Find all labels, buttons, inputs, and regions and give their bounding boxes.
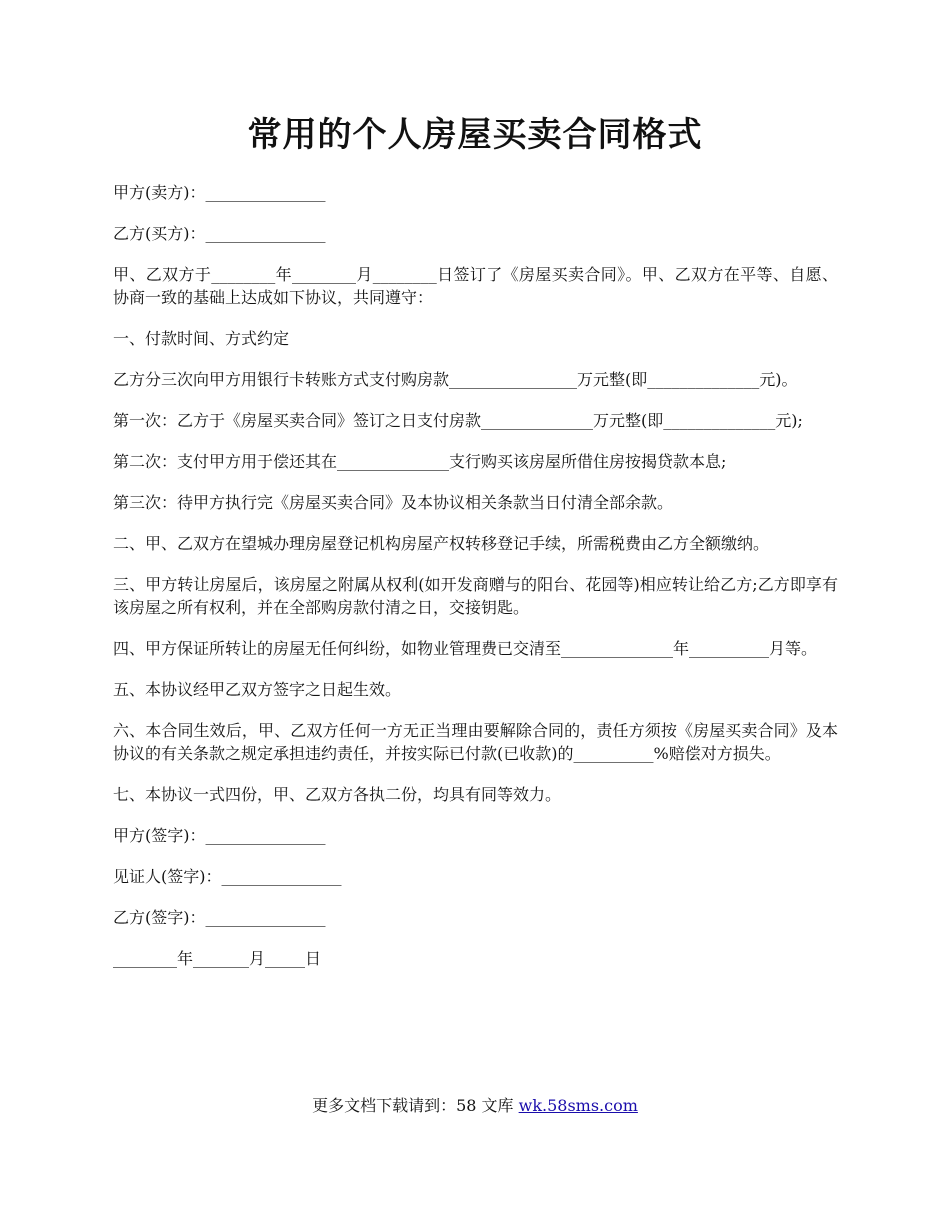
payment-total-paragraph: 乙方分三次向甲方用银行卡转账方式支付购房款________________万元整(即______________元)。 [113, 370, 798, 389]
clause-four-paragraph: 四、甲方保证所转让的房屋无任何纠纷，如物业管理费已交清至______________年__________月等。 [113, 639, 818, 658]
intro-paragraph: 甲、乙双方于________年________月________日签订了《房屋买卖合同》。甲、乙双方在平等、自愿、协商一致的基础上达成如下协议，共同遵守： [113, 265, 838, 307]
footer-link[interactable]: wk.58sms.com [518, 1096, 638, 1115]
payment-first-paragraph: 第一次：乙方于《房屋买卖合同》签订之日支付房款______________万元整(即______________元); [113, 411, 803, 430]
footer-download-note [0, 1095, 950, 1117]
payment-second-paragraph: 第二次：支付甲方用于偿还其在______________支行购买该房屋所借住房按揭贷款本息; [113, 452, 727, 471]
seller-signature-line: 甲方(签字)：_______________ [113, 826, 326, 845]
clause-six-paragraph: 六、本合同生效后，甲、乙双方任何一方无正当理由要解除合同的，责任方须按《房屋买卖合同》及本协议的有关条款之规定承担违约责任，并按实际已付款(已收款)的__________%赔偿对方损失。 [113, 721, 838, 763]
witness-signature-line: 见证人(签字)：_______________ [113, 867, 342, 886]
seller-line: 甲方(卖方)：_______________ [113, 183, 326, 202]
footer-prefix-text: 更多文档下载请到：58 文库 [312, 1096, 519, 1115]
clause-two-paragraph: 二、甲、乙双方在望城办理房屋登记机构房屋产权转移登记手续，所需税费由乙方全额缴纳。 [113, 534, 770, 553]
buyer-signature-line: 乙方(签字)：_______________ [113, 908, 326, 927]
clause-heading-payment: 一、付款时间、方式约定 [113, 329, 290, 348]
date-line: ________年_______月_____日 [113, 949, 322, 968]
document-title: 常用的个人房屋买卖合同格式 [247, 115, 703, 155]
contract-body [113, 181, 838, 988]
buyer-line: 乙方(买方)：_______________ [113, 224, 326, 243]
clause-seven-paragraph: 七、本协议一式四份，甲、乙双方各执二份，均具有同等效力。 [113, 785, 562, 804]
clause-three-paragraph: 三、甲方转让房屋后，该房屋之附属从权利(如开发商赠与的阳台、花园等)相应转让给乙方;乙方即享有该房屋之所有权利，并在全部购房款付清之日，交接钥匙。 [113, 575, 838, 617]
payment-third-paragraph: 第三次：待甲方执行完《房屋买卖合同》及本协议相关条款当日付清全部余款。 [113, 493, 674, 512]
clause-five-paragraph: 五、本协议经甲乙双方签字之日起生效。 [113, 680, 402, 699]
